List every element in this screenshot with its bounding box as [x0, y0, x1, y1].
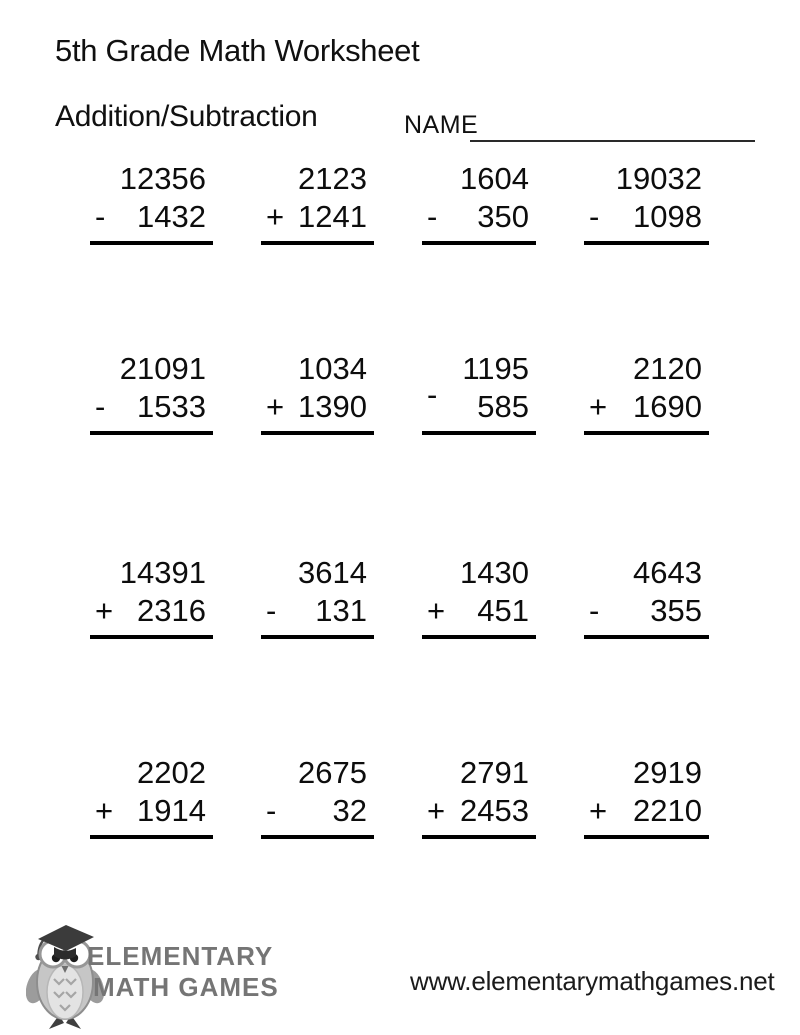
- problem-3: [422, 160, 536, 245]
- logo-line-elementary: ELEMENTARY: [87, 941, 274, 971]
- top-operand: 2791: [460, 755, 529, 790]
- operator: +: [266, 389, 285, 424]
- bottom-operand: 1241: [298, 199, 367, 234]
- operator: +: [95, 593, 114, 628]
- operator: -: [427, 199, 438, 234]
- problem-16: [584, 754, 709, 839]
- bottom-operand: 2210: [633, 793, 702, 828]
- problems-row-2: [90, 350, 709, 435]
- top-operand: 2919: [633, 755, 702, 790]
- website-url: www.elementarymathgames.net: [410, 966, 775, 996]
- bottom-operand: 451: [477, 593, 529, 628]
- problems-row-3: [90, 554, 709, 639]
- problem-1: [90, 160, 213, 245]
- problems-row-4: [90, 754, 709, 839]
- operator: +: [427, 593, 446, 628]
- bottom-operand: 1914: [137, 793, 206, 828]
- operator: -: [95, 389, 106, 424]
- operator: +: [427, 793, 446, 828]
- top-operand: 2120: [633, 351, 702, 386]
- problem-9: [90, 554, 213, 639]
- bottom-operand: 32: [332, 793, 367, 828]
- top-operand: 2123: [298, 161, 367, 196]
- top-operand: 4643: [633, 555, 702, 590]
- operator: -: [266, 793, 277, 828]
- logo-line-math-games: MATH GAMES: [93, 972, 279, 1002]
- worksheet-type-heading: Addition/Subtraction: [55, 100, 318, 133]
- name-blank-line: [470, 116, 755, 142]
- top-operand: 1430: [460, 555, 529, 590]
- operator: -: [589, 593, 600, 628]
- problem-12: [584, 554, 709, 639]
- problem-10: [261, 554, 374, 639]
- top-operand: 1034: [298, 351, 367, 386]
- operator: -: [266, 593, 277, 628]
- problem-15: [422, 754, 536, 839]
- top-operand: 21091: [119, 351, 206, 386]
- problem-8: [584, 350, 709, 435]
- bottom-operand: 1432: [137, 199, 206, 234]
- problem-13: [90, 754, 213, 839]
- problem-5: [90, 350, 213, 435]
- top-operand: 3614: [298, 555, 367, 590]
- top-operand: 2675: [298, 755, 367, 790]
- top-operand: 19032: [615, 161, 702, 196]
- name-label: NAME: [404, 111, 479, 139]
- top-operand: 14391: [119, 555, 206, 590]
- bottom-operand: 355: [650, 593, 702, 628]
- bottom-operand: 2453: [460, 793, 529, 828]
- problem-4: [584, 160, 709, 245]
- bottom-operand: 1533: [137, 389, 206, 424]
- page-title: 5th Grade Math Worksheet: [55, 33, 420, 68]
- operator: +: [95, 793, 114, 828]
- bottom-operand: 2316: [137, 593, 206, 628]
- logo-wordmark: [87, 941, 279, 1003]
- problem-6: [261, 350, 374, 435]
- bottom-operand: 1390: [298, 389, 367, 424]
- bottom-operand: 1098: [633, 199, 702, 234]
- top-operand: 12356: [119, 161, 206, 196]
- problems-row-1: [90, 160, 709, 245]
- operator: -: [589, 199, 600, 234]
- bottom-operand: 585: [477, 389, 529, 424]
- operator: +: [589, 793, 608, 828]
- bottom-operand: 131: [315, 593, 367, 628]
- problem-11: [422, 554, 536, 639]
- operator: +: [266, 199, 285, 234]
- top-operand: 1195: [462, 351, 529, 386]
- top-operand: 2202: [137, 755, 206, 790]
- problem-2: [261, 160, 374, 245]
- top-operand: 1604: [460, 161, 529, 196]
- operator: -: [427, 377, 438, 412]
- problem-14: [261, 754, 374, 839]
- problem-7: [422, 350, 536, 435]
- operator: -: [95, 199, 106, 234]
- bottom-operand: 350: [477, 199, 529, 234]
- operator: +: [589, 389, 608, 424]
- bottom-operand: 1690: [633, 389, 702, 424]
